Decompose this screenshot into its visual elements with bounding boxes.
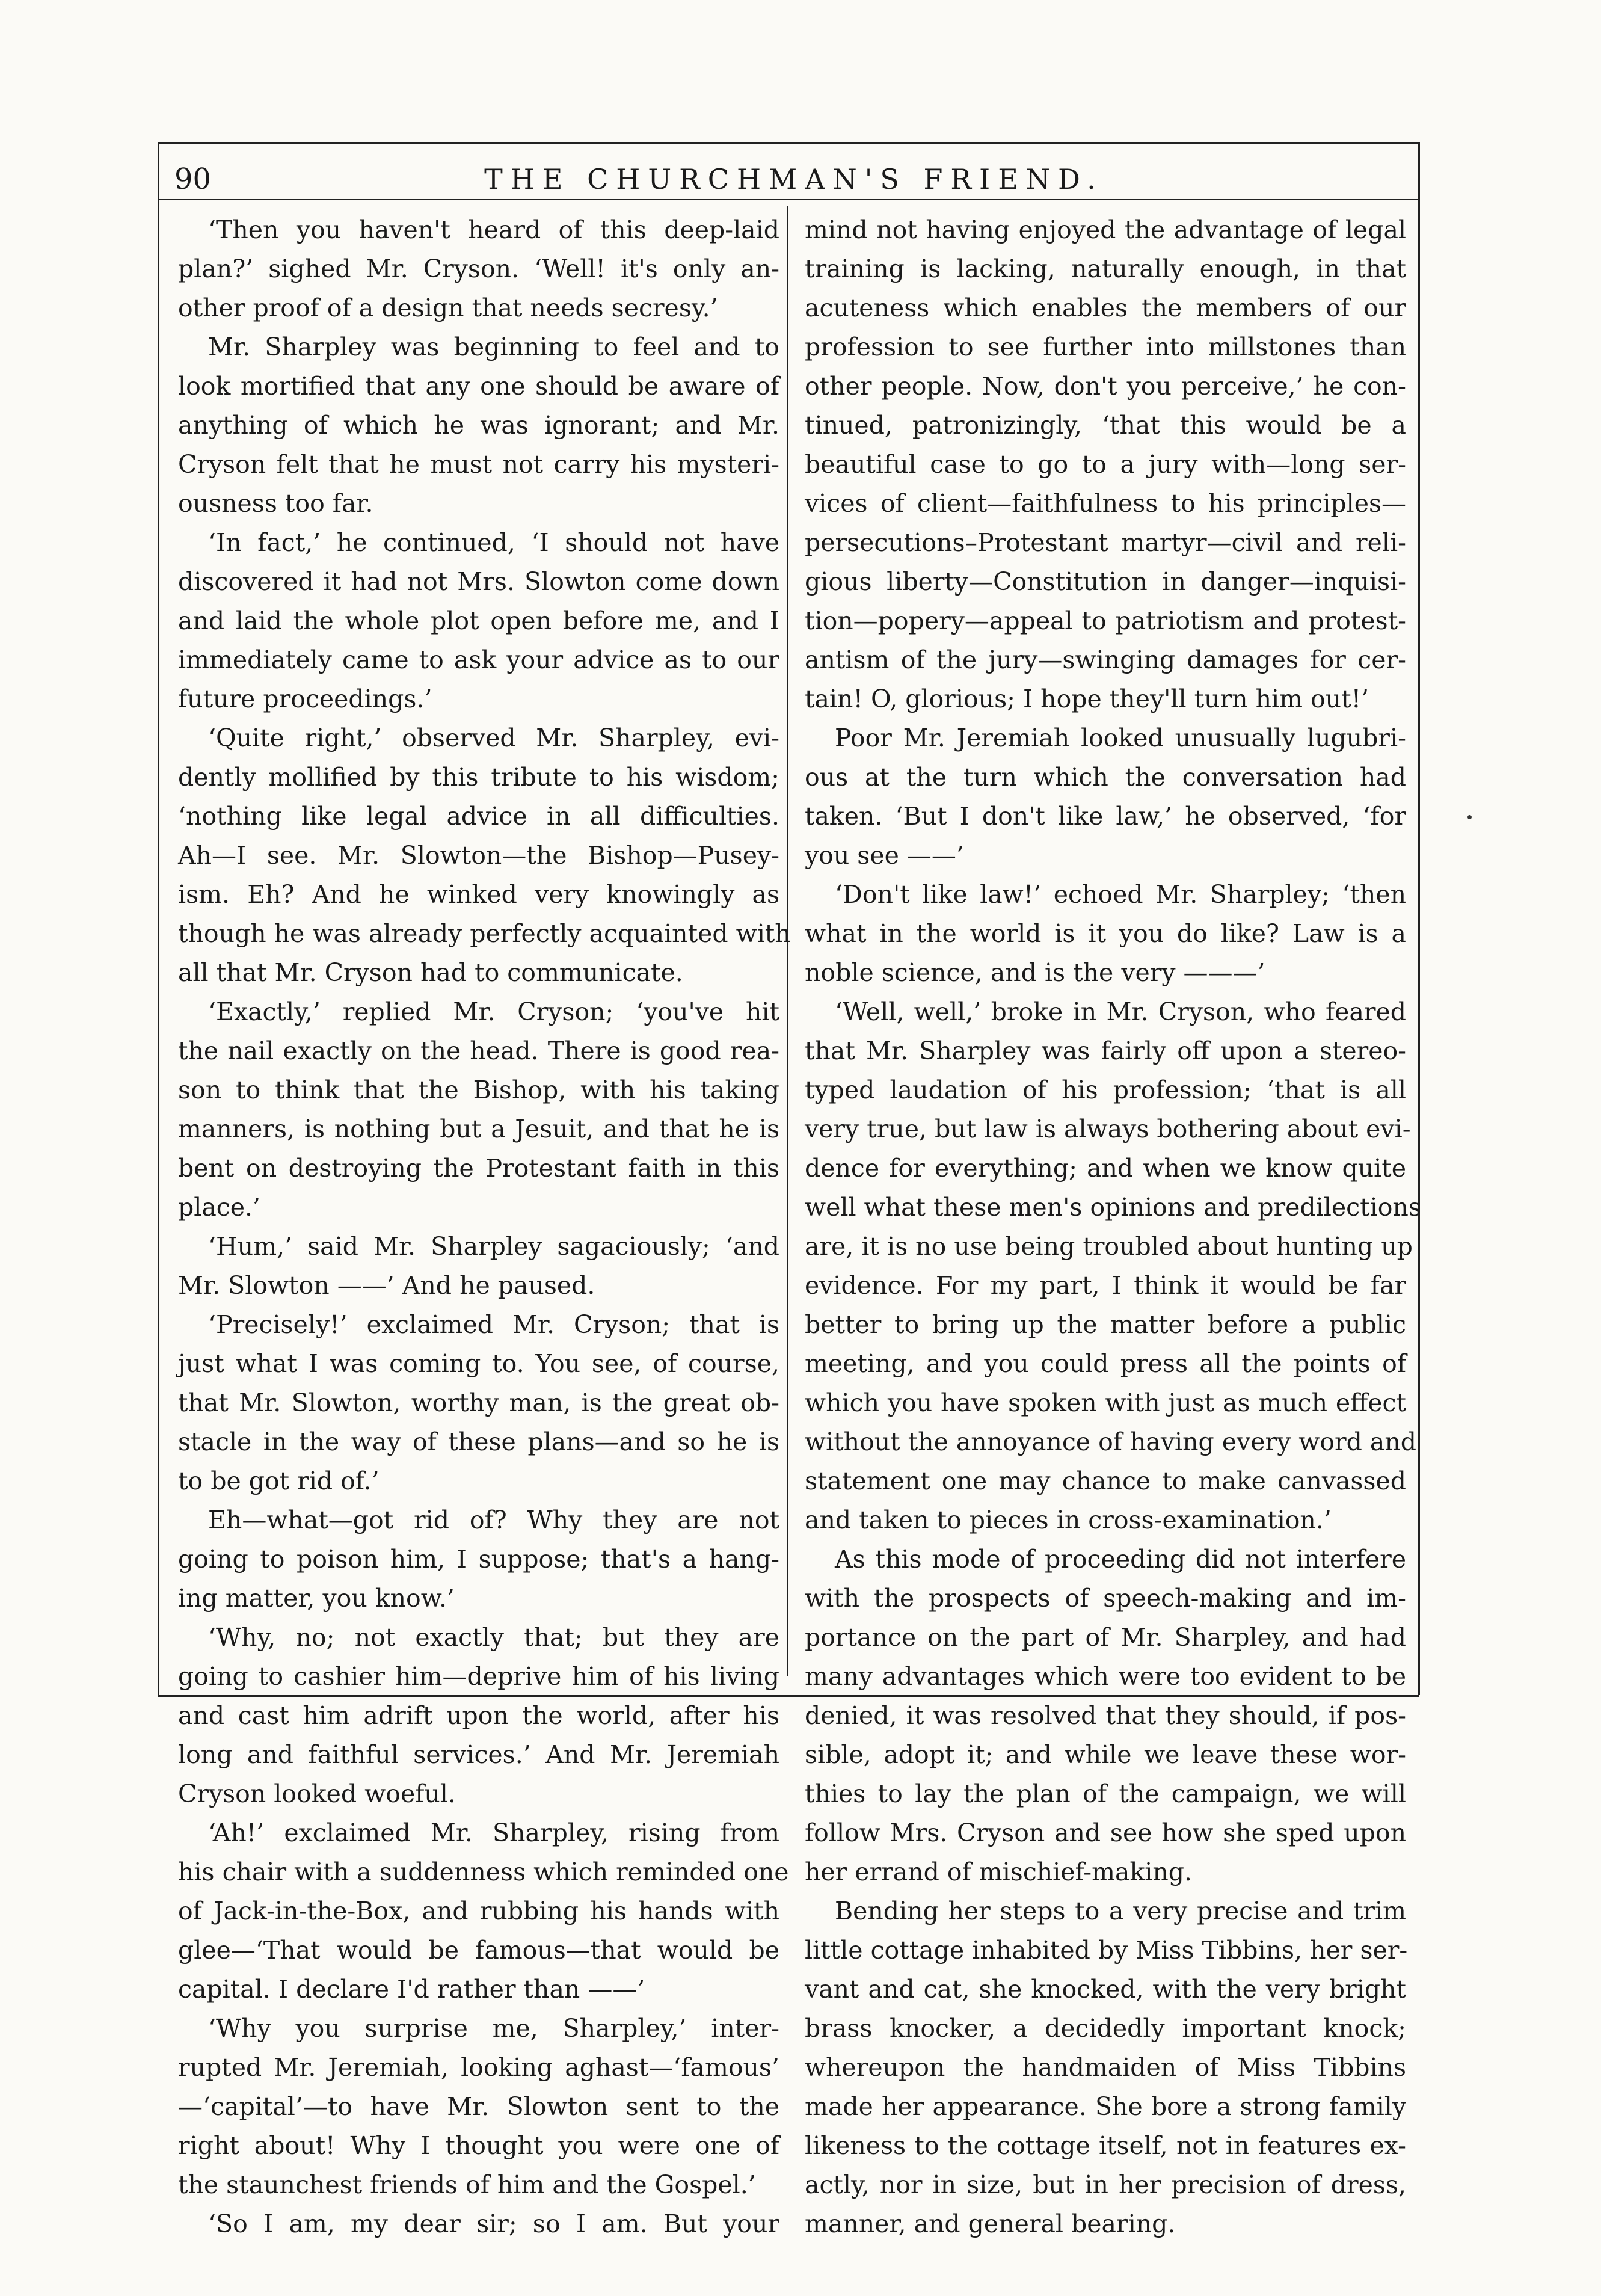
text-line: his chair with a suddenness which reminded one <box>178 1857 789 1886</box>
text-line: ‘Why, no; not exactly that; but they are <box>208 1623 779 1652</box>
text-line: place.’ <box>178 1193 261 1222</box>
text-line: meeting, and you could press all the points of <box>805 1349 1406 1378</box>
frame-top-rule <box>158 142 1419 144</box>
text-line: manner, and general bearing. <box>805 2209 1176 2238</box>
text-line: ‘Don't like law!’ echoed Mr. Sharpley; ‘then <box>835 880 1406 909</box>
text-line: manners, is nothing but a Jesuit, and that he is <box>178 1115 779 1143</box>
text-line: capital. I declare I'd rather than ——’ <box>178 1975 645 2004</box>
text-line: antism of the jury—swinging damages for cer- <box>805 645 1406 674</box>
text-line: anything of which he was ignorant; and Mr. <box>178 411 779 440</box>
text-line: and laid the whole plot open before me, and I <box>178 606 779 635</box>
frame-left-rule <box>158 142 159 1695</box>
left-column <box>178 211 791 2244</box>
text-line: ism. Eh? And he winked very knowingly as <box>178 880 779 909</box>
text-line: ‘nothing like legal advice in all difficulties. <box>178 802 779 831</box>
text-line: and cast him adrift upon the world, after his <box>178 1701 779 1730</box>
text-line: Bending her steps to a very precise and trim <box>835 1897 1406 1925</box>
text-line: many advantages which were too evident to be <box>805 1662 1406 1691</box>
text-line: ous at the turn which the conversation had <box>805 763 1406 792</box>
text-line: mind not having enjoyed the advantage of legal <box>805 215 1406 244</box>
text-line: going to cashier him—deprive him of his living <box>178 1662 779 1691</box>
text-line: ‘Why you surprise me, Sharpley,’ inter- <box>208 2014 779 2043</box>
text-line: ‘Ah!’ exclaimed Mr. Sharpley, rising from <box>208 1818 779 1847</box>
frame-right-rule <box>1418 142 1420 1695</box>
text-line: to be got rid of.’ <box>178 1467 380 1495</box>
text-line: that Mr. Sharpley was fairly off upon a stereo- <box>805 1036 1406 1065</box>
text-line: vices of client—faithfulness to his principles— <box>805 489 1406 518</box>
text-line: are, it is no use being troubled about hunting up <box>805 1232 1413 1261</box>
text-line: other people. Now, don't you perceive,’ he con- <box>805 372 1406 401</box>
text-line: acuteness which enables the members of our <box>805 294 1406 322</box>
text-line: noble science, and is the very ———’ <box>805 958 1265 987</box>
text-line: the staunchest friends of him and the Gospel.’ <box>178 2170 756 2199</box>
text-line: long and faithful services.’ And Mr. Jeremiah <box>178 1740 779 1769</box>
text-line: profession to see further into millstones than <box>805 333 1406 362</box>
text-line: thies to lay the plan of the campaign, we will <box>805 1779 1406 1808</box>
text-line: whereupon the handmaiden of Miss Tibbins <box>805 2053 1406 2082</box>
text-line: —‘capital’—to have Mr. Slowton sent to the <box>178 2092 779 2121</box>
text-line: the nail exactly on the head. There is good rea- <box>178 1036 779 1065</box>
text-line: glee—‘That would be famous—that would be <box>178 1936 779 1965</box>
text-line: tain! O, glorious; I hope they'll turn him out!’ <box>805 685 1369 713</box>
text-line: though he was already perfectly acquainted with <box>178 919 791 948</box>
text-line: immediately came to ask your advice as to our <box>178 645 779 674</box>
text-line: and taken to pieces in cross-examination.’ <box>805 1506 1332 1534</box>
text-line: likeness to the cottage itself, not in features ex- <box>805 2131 1406 2160</box>
text-line: persecutions–Protestant martyr—civil and reli- <box>805 528 1406 557</box>
text-line: Cryson felt that he must not carry his mysteri- <box>178 450 779 479</box>
text-line: which you have spoken with just as much effect <box>805 1388 1406 1417</box>
running-title: THE CHURCHMAN'S FRIEND. <box>484 163 1104 195</box>
text-line: beautiful case to go to a jury with—long ser- <box>805 450 1406 479</box>
text-line: taken. ‘But I don't like law,’ he observed, ‘for <box>805 802 1406 831</box>
text-line: evidence. For my part, I think it would be far <box>805 1271 1406 1300</box>
text-line: ‘Quite right,’ observed Mr. Sharpley, evi- <box>208 724 779 753</box>
text-line: her errand of mischief-making. <box>805 1857 1193 1886</box>
text-line: that Mr. Slowton, worthy man, is the great ob- <box>178 1388 779 1417</box>
text-line: denied, it was resolved that they should, if pos- <box>805 1701 1406 1730</box>
text-line: ousness too far. <box>178 489 373 518</box>
text-line: follow Mrs. Cryson and see how she sped upon <box>805 1818 1406 1847</box>
text-line: dently mollified by this tribute to his wisdom; <box>178 763 779 792</box>
text-line: other proof of a design that needs secresy.’ <box>178 294 718 322</box>
header-rule <box>158 199 1419 200</box>
text-line: made her appearance. She bore a strong family <box>805 2092 1406 2121</box>
text-line: discovered it had not Mrs. Slowton come down <box>178 567 779 596</box>
text-line: without the annoyance of having every word and <box>805 1427 1417 1456</box>
text-line: plan?’ sighed Mr. Cryson. ‘Well! it's only an- <box>178 254 779 283</box>
text-line: ‘In fact,’ he continued, ‘I should not have <box>208 528 779 557</box>
text-line: ‘Well, well,’ broke in Mr. Cryson, who feared <box>835 997 1406 1026</box>
margin-speck <box>1467 815 1472 819</box>
text-line: bent on destroying the Protestant faith in this <box>178 1154 779 1183</box>
text-line: future proceedings.’ <box>178 685 432 713</box>
text-line: brass knocker, a decidedly important knock; <box>805 2014 1406 2043</box>
text-line: Mr. Slowton ——’ And he paused. <box>178 1271 595 1300</box>
text-line: right about! Why I thought you were one of <box>178 2131 779 2160</box>
text-line: As this mode of proceeding did not interfere <box>835 1545 1406 1574</box>
text-line: tion—popery—appeal to patriotism and protest- <box>805 606 1406 635</box>
text-line: just what I was coming to. You see, of course, <box>178 1349 779 1378</box>
page-number: 90 <box>174 162 212 196</box>
text-line: ‘Hum,’ said Mr. Sharpley sagaciously; ‘and <box>208 1232 779 1261</box>
text-line: well what these men's opinions and predilections <box>805 1193 1421 1222</box>
text-line: training is lacking, naturally enough, in that <box>805 254 1406 283</box>
text-line: ‘Exactly,’ replied Mr. Cryson; ‘you've hit <box>208 997 779 1026</box>
text-line: going to poison him, I suppose; that's a hang- <box>178 1545 779 1574</box>
text-line: you see ——’ <box>805 841 964 870</box>
text-line: Mr. Sharpley was beginning to feel and to <box>208 333 779 362</box>
text-line: statement one may chance to make canvassed <box>805 1467 1406 1495</box>
text-line: actly, nor in size, but in her precision of dress, <box>805 2170 1406 2199</box>
text-line: sible, adopt it; and while we leave these wor- <box>805 1740 1406 1769</box>
text-line: what in the world is it you do like? Law is a <box>805 919 1406 948</box>
text-line: ing matter, you know.’ <box>178 1584 455 1613</box>
text-line: very true, but law is always bothering about evi- <box>805 1115 1411 1143</box>
right-column <box>805 211 1421 2244</box>
text-line: vant and cat, she knocked, with the very bright <box>805 1975 1406 2004</box>
text-line: Poor Mr. Jeremiah looked unusually lugubri- <box>835 724 1406 753</box>
text-line: with the prospects of speech-making and im- <box>805 1584 1406 1613</box>
text-line: gious liberty—Constitution in danger—inquisi- <box>805 567 1406 596</box>
text-line: typed laudation of his profession; ‘that is all <box>805 1076 1406 1104</box>
text-line: ‘Precisely!’ exclaimed Mr. Cryson; that is <box>208 1310 779 1339</box>
text-line: rupted Mr. Jeremiah, looking aghast—‘famous’ <box>178 2053 779 2082</box>
text-line: stacle in the way of these plans—and so he is <box>178 1427 779 1456</box>
text-line: better to bring up the matter before a public <box>805 1310 1406 1339</box>
text-line: Ah—I see. Mr. Slowton—the Bishop—Pusey- <box>178 841 779 870</box>
text-line: ‘So I am, my dear sir; so I am. But your <box>208 2209 779 2238</box>
text-line: little cottage inhabited by Miss Tibbins, her ser- <box>805 1936 1408 1965</box>
text-line: Eh—what—got rid of? Why they are not <box>208 1506 779 1534</box>
text-line: ‘Then you haven't heard of this deep-laid <box>208 215 779 244</box>
text-line: of Jack-in-the-Box, and rubbing his hands with <box>178 1897 779 1925</box>
text-line: tinued, patronizingly, ‘that this would be a <box>805 411 1406 440</box>
text-line: portance on the part of Mr. Sharpley, and had <box>805 1623 1406 1652</box>
column-divider <box>787 206 788 1676</box>
text-line: dence for everything; and when we know quite <box>805 1154 1406 1183</box>
text-line: son to think that the Bishop, with his taking <box>178 1076 779 1104</box>
text-line: Cryson looked woeful. <box>178 1779 456 1808</box>
text-line: all that Mr. Cryson had to communicate. <box>178 958 683 987</box>
text-line: look mortified that any one should be aware of <box>178 372 779 401</box>
